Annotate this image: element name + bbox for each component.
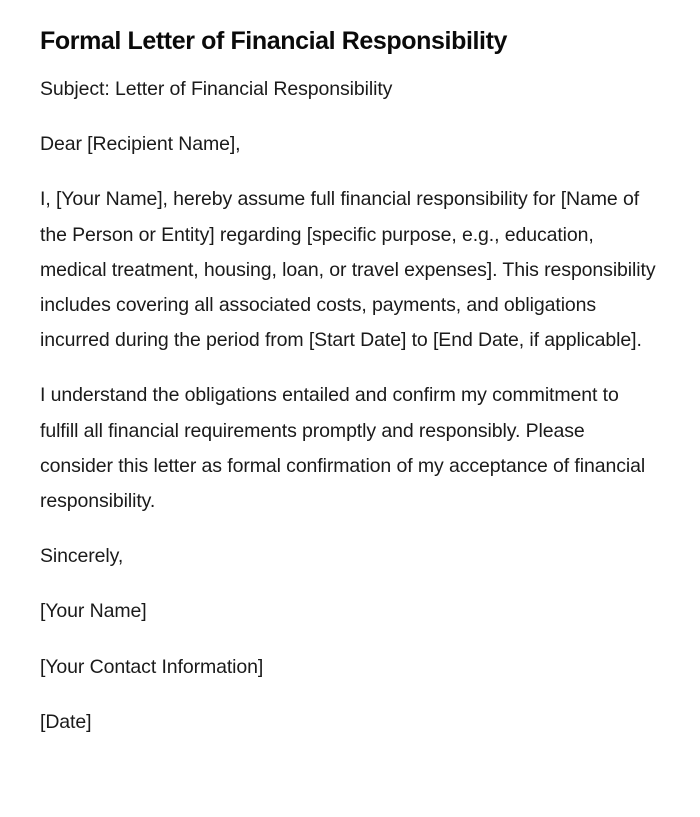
salutation: Dear [Recipient Name],	[40, 133, 241, 156]
body-paragraph-responsibility: I, [Your Name], hereby assume full financial responsibility for [Name of the Person or Entity] regarding [specific purpose, e.g., education, medical treatment, housing, loan, or travel expenses]. This responsibility includes covering all associated costs, payments, and obligations incurred during the period from [Start Date] to [End Date, if applicable].	[40, 188, 656, 352]
body-paragraph-commitment: I understand the obligations entailed and confirm my commitment to fulfill all financial requirements promptly and responsibly. Please consider this letter as formal confirmation of my acceptance of financial responsibility.	[40, 384, 646, 513]
contact-information: [Your Contact Information]	[40, 655, 264, 678]
closing: Sincerely,	[40, 545, 124, 568]
subject-line: Subject: Letter of Financial Responsibility	[40, 78, 393, 100]
letter-date: [Date]	[40, 710, 92, 733]
document-title: Formal Letter of Financial Responsibility	[40, 27, 508, 55]
signature-name: [Your Name]	[40, 600, 147, 623]
